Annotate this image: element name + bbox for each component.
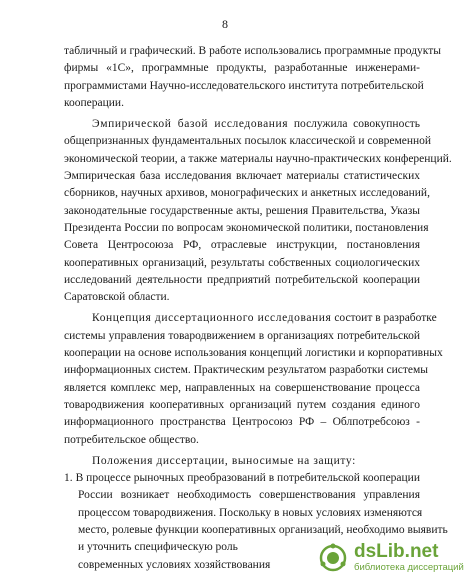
text-line: сборников, научных архивов, монографических и анкетных исследований, bbox=[64, 187, 430, 200]
text-line: информационного пространства Центросоюз РФ – Облпотребсоюз - bbox=[64, 416, 420, 429]
text-line: современных условиях хозяйствования bbox=[78, 558, 271, 571]
text-line: является комплекс мер, направленных на совершенствование процесса bbox=[64, 381, 420, 394]
text-line: потребительское общество. bbox=[64, 433, 199, 446]
text-line: Саратовской области. bbox=[64, 291, 170, 304]
watermark-subtitle: библиотека диссертаций bbox=[354, 562, 464, 573]
text-line: России возникает необходимость совершенствования управления bbox=[78, 489, 420, 502]
text-line: Эмпирическая база исследования включает материалы статистических bbox=[64, 170, 420, 183]
text-line: и уточнить специфическую роль bbox=[78, 541, 238, 554]
watermark bbox=[318, 536, 464, 580]
text-line: кооперации на основе использования концепций логистики и корпоративных bbox=[64, 347, 443, 360]
text-line: системы управления товародвижением в организациях потребительской bbox=[64, 329, 420, 342]
text-line: товародвижения кооперативных организаций путем создания единого bbox=[64, 398, 420, 411]
page-number: 8 bbox=[222, 17, 228, 31]
text-line: экономической теории, а также материалы научно-практических конференций. bbox=[64, 152, 452, 165]
text-line: Концепция диссертационного исследования состоит в разработке bbox=[92, 312, 437, 325]
text-line: Эмпирической базой исследования послужила совокупность bbox=[92, 118, 420, 131]
text-line: кооперативных организаций, результаты собственных социологических bbox=[64, 256, 420, 269]
watermark-site: dsLib.net bbox=[354, 541, 439, 562]
document-body bbox=[64, 43, 452, 574]
text-line: программистами Научно-исследовательского института потребительской bbox=[64, 79, 424, 92]
dslib-logo-icon bbox=[318, 543, 348, 573]
text-line: процессом товародвижения. Поскольку в новых условиях изменяются bbox=[78, 506, 423, 519]
text-line: место, ролевые функции кооперативных организаций, необходимо выявить bbox=[78, 524, 448, 537]
text-line: 1. В процессе рыночных преобразований в потребительской кооперации bbox=[64, 472, 420, 485]
text-line: Положения диссертации, выносимые на защиту: bbox=[92, 454, 356, 467]
text-line: Совета Центросоюза РФ, отраслевые инструкции, постановления bbox=[64, 239, 420, 252]
text-line: табличный и графический. В работе использовались программные продукты bbox=[64, 45, 441, 57]
text-line: кооперации. bbox=[64, 96, 124, 109]
text-line: общепризнанных фундаментальных посылок классической и современной bbox=[64, 135, 432, 148]
text-line: фирмы «1С», программные продукты, разработанные инженерами- bbox=[64, 62, 420, 75]
text-line: исследований деятельности предприятий потребительской кооперации bbox=[64, 273, 420, 286]
text-line: Президента России по вопросам экономической политики, постановления bbox=[64, 221, 429, 234]
text-line: законодательные государственные акты, решения Правительства, Указы bbox=[64, 204, 420, 217]
text-line: информационных систем. Практическим результатом разработки системы bbox=[64, 364, 429, 377]
